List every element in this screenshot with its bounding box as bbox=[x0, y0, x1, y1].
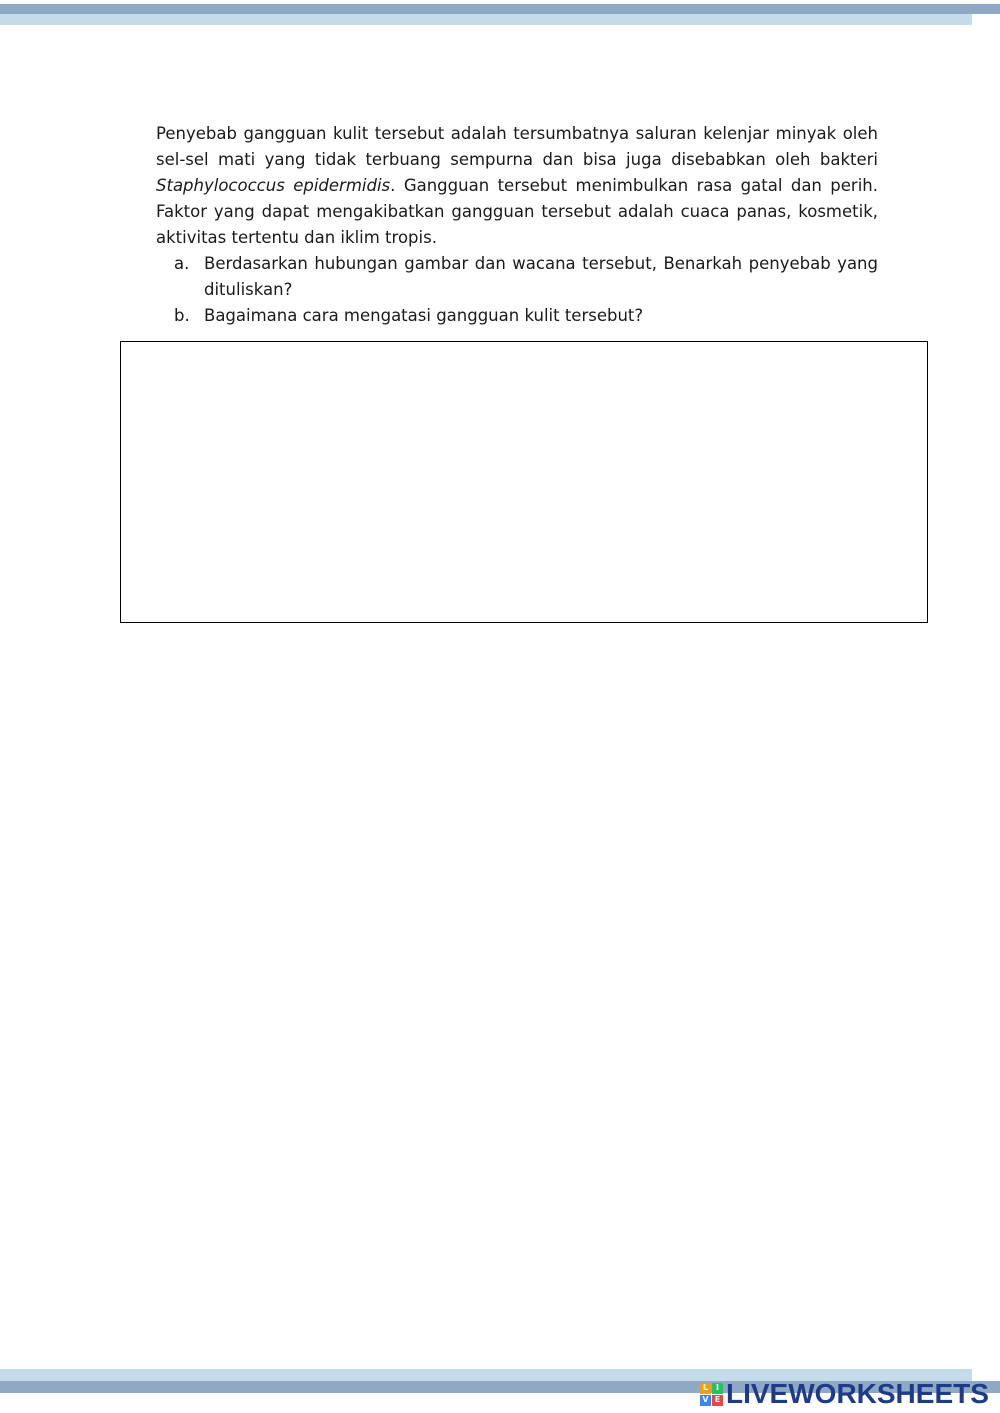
question-list bbox=[156, 251, 878, 329]
question-text: Bagaimana cara mengatasi gangguan kulit tersebut? bbox=[204, 306, 644, 325]
passage-paragraph bbox=[156, 121, 878, 251]
question-b bbox=[156, 303, 878, 329]
passage-text-part1: Penyebab gangguan kulit tersebut adalah tersumbatnya saluran kelenjar minyak oleh sel-sel mati yang tidak terbuang sempurna dan bisa juga disebabkan oleh bakteri bbox=[156, 124, 878, 169]
logo-mark-icon bbox=[700, 1383, 723, 1406]
logo-tile: E bbox=[712, 1395, 723, 1406]
question-marker: b. bbox=[174, 306, 190, 325]
top-decorative-band-light bbox=[0, 14, 972, 25]
top-decorative-band bbox=[0, 4, 1000, 14]
passage-text-part2: . Gangguan tersebut menimbulkan rasa gatal dan perih. Faktor yang dapat mengakibatkan gangguan tersebut adalah cuaca panas, kosmetik, aktivitas tertentu dan iklim tropis. bbox=[156, 176, 879, 247]
question-marker: a. bbox=[174, 254, 190, 273]
bacteria-name: Staphylococcus epidermidis bbox=[156, 176, 391, 195]
logo-text: LIVEWORKSHEETS bbox=[726, 1378, 989, 1409]
liveworksheets-logo[interactable] bbox=[700, 1380, 989, 1408]
logo-tile: I bbox=[712, 1383, 723, 1394]
worksheet-content bbox=[156, 121, 878, 329]
answer-text-box[interactable] bbox=[120, 341, 928, 623]
question-a bbox=[156, 251, 878, 303]
logo-tile: V bbox=[700, 1395, 711, 1406]
question-text: Berdasarkan hubungan gambar dan wacana tersebut, Benarkah penyebab yang dituliskan? bbox=[204, 254, 878, 299]
logo-tile: L bbox=[700, 1383, 711, 1394]
